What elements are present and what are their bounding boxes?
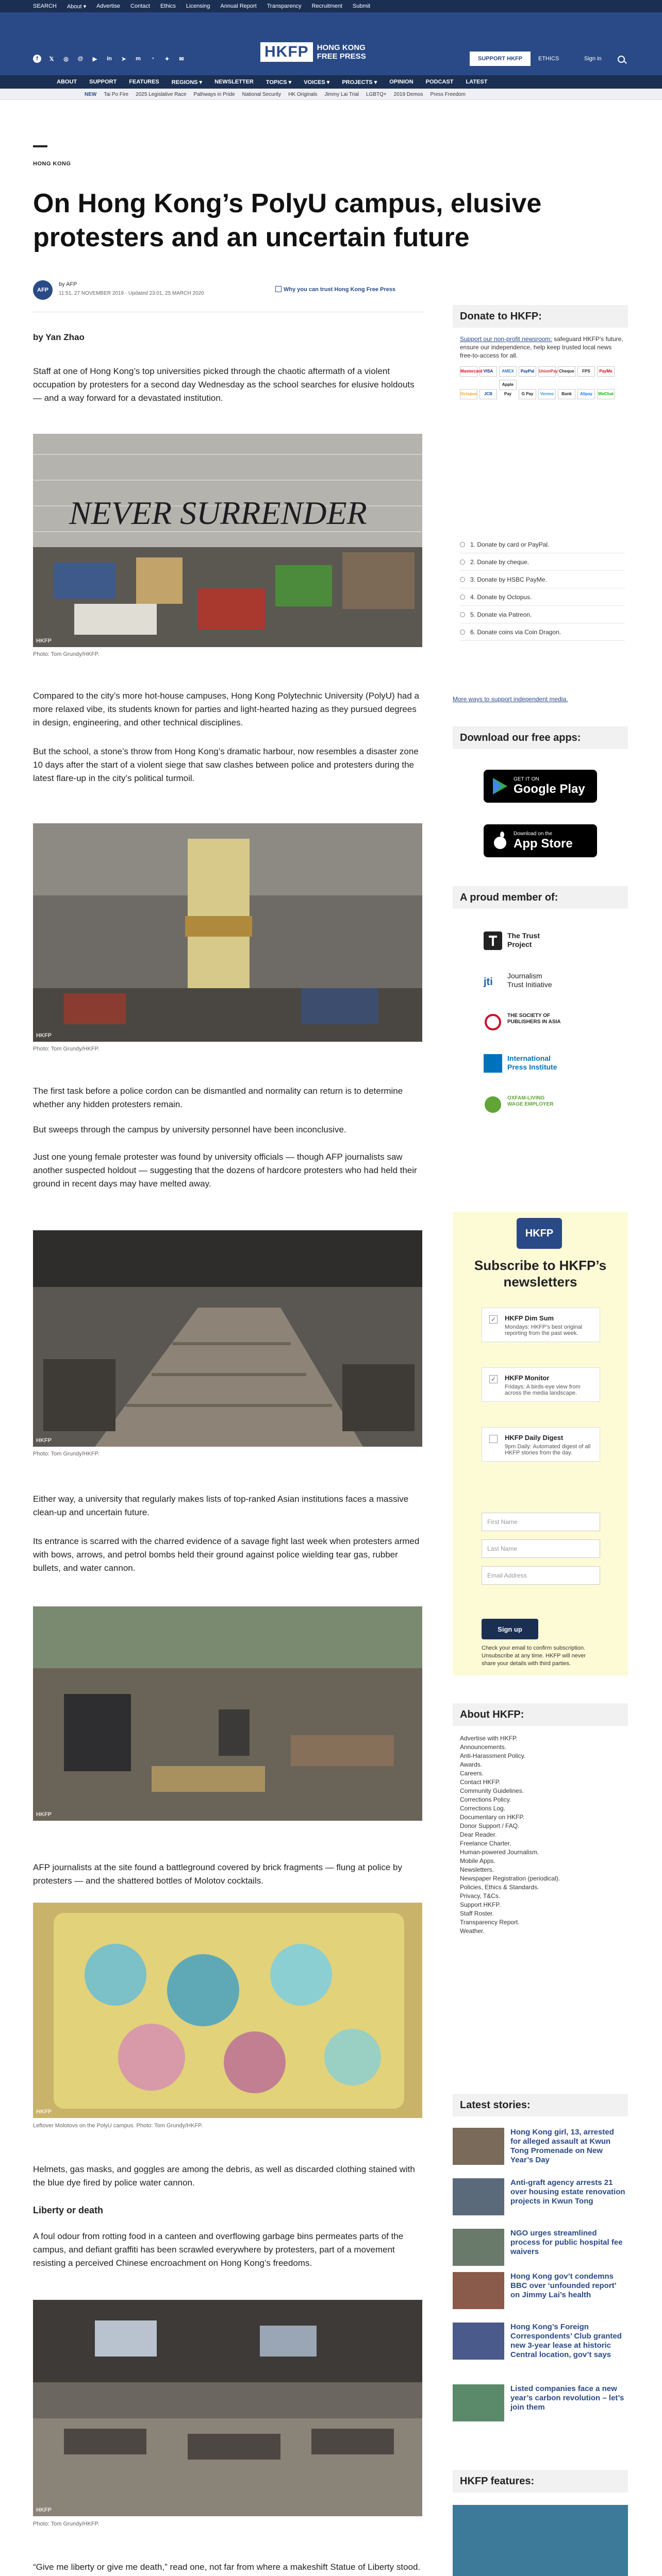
byline-date: 11:51, 27 NOVEMBER 2019 · Updated 23:01, 25 MARCH 2020 [59,291,204,296]
donate-intro-link[interactable]: Support our non-profit newsroom: [460,335,552,343]
apple-icon [492,832,508,850]
fps-icon: FPS [577,366,595,377]
article-image-canteen [33,2300,422,2516]
masthead [0,12,662,75]
image-watermark: HKFP [36,2109,52,2115]
about-link[interactable]: Mobile Apps. [460,1857,495,1865]
photo-caption: Leftover Molotovs on the PolyU campus. Photo: Tom Grundy/HKFP. [33,2123,203,2129]
article-paragraph: A foul odour from rotting food in a canteen and overflowing garbage bins permeates parts of the campus, and defiant graffiti has been scrawled everywhere by protesters, part of a movement resisting a perceived Chinese encroachment on Hong Kong’s freedoms. [33,2231,404,2268]
article-image-debris [33,1606,422,1821]
trending-item[interactable]: HK Originals [288,91,318,97]
story-thumbnail[interactable] [453,2323,504,2360]
logo-wordmark [317,43,366,61]
apps-heading: Download our free apps: [453,726,628,749]
graffiti-photo [33,434,422,647]
instagram-icon[interactable]: ◎ [63,56,69,62]
mastercard-icon: Mastercard [460,366,477,377]
image-watermark: HKFP [36,2507,52,2513]
about-link[interactable]: Awards. [460,1761,483,1768]
partner-trust-project[interactable]: The Trust Project [507,931,540,948]
story-title[interactable]: Hong Kong gov’t condemns BBC over ‘unfounded report’ on Jimmy Lai’s health [510,2272,617,2299]
nav-voices[interactable]: VOICES ▾ [304,79,330,86]
oxfam-logo [484,1095,502,1114]
sopa-logo [484,1013,502,1031]
site-logo[interactable] [260,42,366,62]
donate-option[interactable] [460,606,625,623]
paypal-icon: PayPal [519,366,536,377]
partner-oxfam[interactable]: OXFAM-LIVING WAGE EMPLOYER [507,1095,554,1107]
radio-icon [460,577,465,582]
trending-label: NEW [85,91,97,97]
article-paragraph: Staff at one of Hong Kong’s top universities picked through the chaotic aftermath of a violent occupation by protesters for a second day Wednesday as the school searches for elusive holdouts — and a way forward for a devastated institution. [33,366,415,403]
about-link[interactable]: Newsletters. [460,1866,494,1873]
nav-latest[interactable]: LATEST [466,79,488,85]
newsletter-note: Check your email to confirm subscription. Unsubscribe at any time. HKFP will never share your details with third parties. [482,1645,586,1667]
article-paragraph: Just one young female protester was found by university officials — though AFP journalists saw another suspected holdout — suggesting that the dozens of hardcore protesters who had held their ground in recent days may have melted away. [33,1152,417,1189]
newsletter-option-name: HKFP Daily Digest [505,1434,564,1442]
image-watermark: HKFP [36,1437,52,1444]
about-link[interactable]: Community Guidelines. [460,1787,524,1794]
article-headline: On Hong Kong’s PolyU campus, elusive protesters and an uncertain future [33,189,542,252]
youtube-icon[interactable]: ▶ [92,56,97,62]
utility-licensing[interactable]: Licensing [186,3,210,9]
about-link[interactable]: Donor Support / FAQ. [460,1822,520,1829]
article-paragraph: Compared to the city’s more hot-house campuses, Hong Kong Polytechnic University (PolyU) had a more relaxed vibe, its students known for parties and light-hearted hazing as they pursued degrees in design, engineering, and other technical disciplines. [33,691,419,727]
checkbox-icon[interactable]: ✓ [489,1315,498,1324]
newsletter-option-daily-digest[interactable] [482,1427,600,1462]
main-nav [0,75,662,89]
radio-icon [460,560,465,565]
trust-project-logo [484,931,502,950]
article-image-pillar [33,823,422,1042]
donate-intro-text: safeguard HKFP’s future, ensure our independence, help keep trusted local news free-to-access for all. [460,335,623,359]
about-link[interactable]: Documentary on HKFP. [460,1814,525,1821]
section-rule [33,145,47,147]
radio-icon [460,595,465,600]
utility-transparency[interactable]: Transparency [267,3,302,9]
x-icon[interactable]: 𝕏 [49,56,54,62]
last-name-input[interactable]: Last Name [482,1539,600,1558]
newsletter-box [453,1212,628,1675]
trust-link[interactable] [275,286,395,293]
image-watermark: HKFP [36,638,52,644]
article-image-graffiti [33,434,422,647]
google-pay-icon: G Pay [519,389,536,399]
latest-story[interactable] [453,2272,628,2319]
checkbox-icon[interactable]: ✓ [489,1375,498,1383]
donate-option-label: 4. Donate by Octopus. [470,593,532,601]
utility-about[interactable]: About ▾ [67,3,87,10]
donate-options [460,536,625,641]
author-line: by Yan Zhao [33,332,85,342]
email-input[interactable]: Email Address [482,1566,600,1585]
trending-item[interactable]: Tai Po Fire [104,91,129,97]
newsletter-option-name: HKFP Dim Sum [505,1314,554,1322]
about-link[interactable]: Transparency Report. [460,1919,520,1926]
story-title[interactable]: Hong Kong’s Foreign Correspondents’ Club granted new 3-year lease at historic Central location, gov’t says [510,2323,622,2359]
logo-line-1: HONG KONG [317,43,366,52]
newsletter-option-name: HKFP Monitor [505,1374,550,1382]
about-link[interactable]: Newspaper Registration (periodical). [460,1875,560,1882]
nav-support[interactable]: SUPPORT [89,79,117,85]
story-title[interactable]: NGO urges streamlined process for public hospital fee waivers [510,2229,623,2256]
debris-photo [33,1606,422,1821]
telegram-icon[interactable]: ➤ [121,56,126,62]
facebook-icon[interactable]: f [33,55,41,63]
apple-pay-icon: Apple Pay [499,380,517,390]
radio-icon [460,630,465,635]
trending-item[interactable]: Jimmy Lai Trial [324,91,359,97]
donate-option[interactable] [460,623,625,641]
google-play-icon [492,777,508,795]
utility-search[interactable]: SEARCH [33,3,57,9]
latest-heading: Latest stories: [453,2094,628,2116]
nav-topics[interactable]: TOPICS ▾ [266,79,292,86]
cheque-icon: Cheque [558,366,575,377]
visa-icon: VISA [479,366,497,377]
logo-mark: HKFP [260,42,313,62]
donate-option[interactable] [460,536,625,553]
newsletter-option-desc: Fridays: A birds-eye view from across the media landscape. [505,1384,581,1396]
svg-text:jti: jti [484,976,493,988]
bank-icon: Bank [558,389,575,399]
article-paragraph: Its entrance is scarred with the charred evidence of a savage fight last week when protesters armed with bows, arrows, and petrol bombs held their ground against police wielding tear gas, rubber bullets, and water cannon. [33,1536,420,1573]
google-play-button[interactable] [484,770,597,803]
about-link[interactable]: Freelance Charter. [460,1840,511,1847]
threads-icon[interactable]: @ [77,56,84,62]
nav-podcast[interactable]: PODCAST [425,79,454,85]
story-thumbnail[interactable] [453,2272,504,2309]
photo-caption: Photo: Tom Grundy/HKFP. [33,2521,100,2527]
newsletter-logo: HKFP [517,1218,562,1249]
about-link[interactable]: Careers. [460,1770,484,1777]
alipay-icon: Alipay [577,389,595,399]
article-paragraph: AFP journalists at the site found a battleground covered by brick fragments — flung at police by protesters — and the shattered bottles of Molotov cocktails. [33,1862,402,1886]
venmo-icon: Venmo [538,389,556,399]
app-store-label: App Store [514,836,573,851]
latest-story[interactable] [453,2323,628,2370]
about-link[interactable]: Support HKFP. [460,1901,501,1908]
utility-submit[interactable]: Submit [352,3,371,9]
article-paragraph: Helmets, gas masks, and goggles are among the debris, as well as discarded clothing stained with the blue dye fired by police water cannon. [33,2164,415,2188]
google-play-label: Google Play [514,782,585,796]
trending-item[interactable]: 2025 Legislative Race [136,91,187,97]
story-thumbnail[interactable] [453,2128,504,2165]
member-heading: A proud member of: [453,886,628,909]
about-link[interactable]: Weather. [460,1927,485,1935]
story-thumbnail[interactable] [453,2229,504,2266]
feature-story[interactable] [453,2505,628,2576]
photo-caption: Photo: Tom Grundy/HKFP. [33,651,100,657]
rss-icon[interactable]: ◔ [151,56,155,62]
section-label[interactable]: HONG KONG [33,161,71,167]
jcb-icon: JCB [479,389,497,399]
more-ways-link[interactable]: More ways to support independent media. [453,696,568,703]
radio-icon [460,612,465,617]
about-links [460,1734,625,1936]
image-watermark: HKFP [36,1811,52,1818]
trust-link-label: Why you can trust Hong Kong Free Press [284,286,395,293]
article-paragraph: But the school, a stone’s throw from Hong Kong’s dramatic harbour, now resembles a disaster zone 10 days after the start of a violent siege that saw clashes between police and protesters during the latest flare-up in the city’s political turmoil. [33,747,419,783]
utility-contact[interactable]: Contact [130,3,150,9]
byline-author[interactable]: by AFP [59,281,77,287]
ipi-logo [484,1054,502,1073]
donate-option-label: 3. Donate by HSBC PayMe. [470,575,547,583]
utility-annual-report[interactable]: Annual Report [220,3,257,9]
partner-jti[interactable]: Journalism Trust Initiative [507,972,552,989]
article-image-molotovs [33,1903,422,2118]
bluesky-icon[interactable]: ✦ [164,56,170,62]
nav-opinion[interactable]: OPINION [389,79,413,85]
app-store-button[interactable] [484,824,597,857]
nav-regions[interactable]: REGIONS ▾ [171,79,203,86]
about-link[interactable]: Staff Roster. [460,1910,494,1917]
author-avatar[interactable]: AFP [33,280,53,300]
payment-icons [460,366,625,402]
newsletter-option-dim-sum[interactable] [482,1308,600,1342]
newsletter-option-monitor[interactable] [482,1367,600,1402]
email-icon[interactable]: ✉ [179,56,184,62]
about-link[interactable]: Anti-Harassment Policy. [460,1752,526,1759]
checkbox-icon[interactable] [489,1435,498,1443]
features-heading: HKFP features: [453,2470,628,2493]
photo-caption: Photo: Tom Grundy/HKFP. [33,1451,100,1457]
byline [33,280,404,300]
graffiti-text: NEVER SURRENDER [69,495,367,531]
google-play-small: GET IT ON [514,776,539,782]
latest-story[interactable] [453,2384,628,2432]
app-store-small: Download on the [514,831,553,837]
payme-icon: PayMe [597,366,615,377]
linkedin-icon[interactable]: in [107,56,112,62]
molotovs-photo [33,1903,422,2118]
nav-about[interactable]: ABOUT [57,79,77,85]
donate-option-label: 2. Donate by cheque. [470,558,529,566]
logo-line-2: FREE PRESS [317,52,366,61]
trending-item[interactable]: Pathways in Pride [193,91,235,97]
about-link[interactable]: Contact HKFP. [460,1778,501,1786]
latest-story[interactable] [453,2178,628,2226]
trending-item[interactable]: 2019 Demos [393,91,423,97]
article-image-staircase [33,1230,422,1447]
story-title[interactable]: Listed companies face a new year’s carbon revolution – let’s join them [510,2384,624,2412]
about-link[interactable]: Privacy, T&Cs. [460,1892,501,1900]
story-title[interactable]: Hong Kong girl, 13, arrested for alleged assault at Kwun Tong Promenade on New Year’s Day [510,2128,614,2164]
mastodon-icon[interactable]: m [136,56,141,62]
utility-advertise[interactable]: Advertise [96,3,121,9]
about-link[interactable]: Human-powered Journalism. [460,1849,539,1856]
donate-option-label: 5. Donate via Patreon. [470,611,532,618]
jti-logo [484,972,502,990]
sign-in-link[interactable]: Sign in [584,56,602,62]
nav-projects[interactable]: PROJECTS ▾ [342,79,377,86]
donate-option[interactable] [460,588,625,606]
image-watermark: HKFP [36,1032,52,1039]
trust-icon [275,286,282,292]
octopus-icon: Octopus [460,389,477,399]
unionpay-icon: UnionPay [538,366,556,377]
utility-ethics[interactable]: Ethics [160,3,176,9]
feature-image[interactable] [453,2505,628,2576]
amex-icon: AMEX [499,366,517,377]
story-thumbnail[interactable] [453,2178,504,2215]
pillar-photo [33,823,422,1042]
first-name-input[interactable]: First Name [482,1513,600,1531]
trending-bar [0,89,662,100]
signup-button[interactable]: Sign up [482,1619,538,1639]
canteen-photo [33,2300,422,2516]
donate-option-label: 6. Donate coins via Coin Dragon. [470,628,561,636]
utility-bar [0,0,662,12]
utility-recruitment[interactable]: Recruitment [311,3,342,9]
newsletter-option-desc: Mondays: HKFP’s best original reporting from the past week. [505,1324,583,1336]
about-link[interactable]: Announcements. [460,1743,507,1751]
newsletter-title: Subscribe to HKFP’s newsletters [474,1258,607,1290]
ethics-link[interactable]: ETHICS [538,56,559,62]
trending-item[interactable]: National Security [242,91,282,97]
nav-newsletter[interactable]: NEWSLETTER [214,79,254,85]
support-button[interactable]: SUPPORT HKFP [470,52,531,66]
photo-caption: Photo: Tom Grundy/HKFP. [33,1046,100,1052]
search-icon[interactable] [618,56,625,63]
about-link[interactable]: Advertise with HKFP. [460,1735,518,1742]
about-link[interactable]: Policies, Ethics & Standards. [460,1884,539,1891]
donate-intro [460,335,625,360]
article-paragraph: The first task before a police cordon can be dismantled and normality can return is to determine whether any hidden protesters remain. [33,1086,403,1109]
article-paragraph: But sweeps through the campus by university personnel have been inconclusive. [33,1125,346,1134]
subheading: Liberty or death [33,2205,104,2215]
about-heading: About HKFP: [453,1703,628,1726]
nav-features[interactable]: FEATURES [129,79,159,85]
donate-heading: Donate to HKFP: [453,305,628,328]
wechat-icon: WeChat [597,389,615,399]
story-title[interactable]: Anti-graft agency arrests 21 over housing estate renovation projects in Kwun Tong [510,2178,625,2206]
about-link[interactable]: Dear Reader. [460,1831,497,1838]
about-link[interactable]: Corrections Log. [460,1805,506,1812]
about-link[interactable]: Corrections Policy. [460,1796,511,1803]
donate-option-label: 1. Donate by card or PayPal. [470,540,550,548]
partner-sopa[interactable]: THE SOCIETY OF PUBLISHERS IN ASIA [507,1013,561,1025]
radio-icon [460,542,465,547]
partner-ipi[interactable]: International Press Institute [507,1054,557,1071]
trending-item[interactable]: LGBTQ+ [366,91,387,97]
newsletter-option-desc: 9pm Daily: Automated digest of all HKFP stories from the day. [505,1444,591,1456]
latest-story[interactable] [453,2229,628,2276]
staircase-photo [33,1230,422,1447]
story-thumbnail[interactable] [453,2384,504,2421]
donate-option[interactable] [460,571,625,588]
donate-option[interactable] [460,553,625,571]
article-paragraph: Either way, a university that regularly makes lists of top-ranked Asian institutions faces a massive clean-up and uncertain future. [33,1494,409,1517]
latest-story[interactable] [453,2128,628,2175]
trending-item[interactable]: Press Freedom [430,91,466,97]
article-paragraph: “Give me liberty or give me death,” read one, not far from where a makeshift Statue of Liberty stood. [33,2562,421,2572]
